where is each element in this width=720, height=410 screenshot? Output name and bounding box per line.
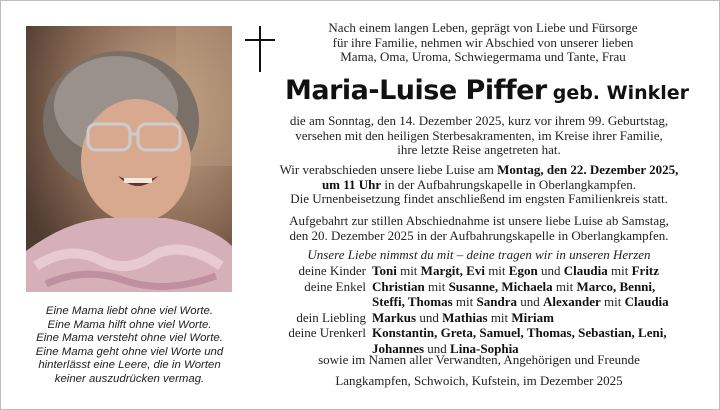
motto: Unsere Liebe nimmst du mit – deine tragen wir in unseren Herzen <box>307 247 651 262</box>
verse-line: hinterlässt eine Leere, die in Worten <box>38 359 221 371</box>
viewing-notice <box>259 214 699 243</box>
viewing-line: den 20. Dezember 2025 in der Aufbahrungskapelle in Oberlangkampfen. <box>289 227 669 243</box>
farewell-pre: Wir verabschieden unsere liebe Luise am <box>279 162 498 177</box>
family-names: Konstantin, Greta, Samuel, Thomas, Sebastian, Leni, <box>372 325 667 340</box>
intro-text <box>263 21 703 65</box>
farewell-date: Montag, den 22. Dezember 2025, <box>497 162 679 177</box>
deceased-name <box>285 75 689 106</box>
death-line: die am Sonntag, den 14. Dezember 2025, kurz vor ihrem 99. Geburtstag, <box>289 113 669 128</box>
place-date: Langkampfen, Schwoich, Kufstein, im Dezember 2025 <box>335 373 623 388</box>
farewell-time: um 11 Uhr <box>321 176 382 192</box>
verse-line: Eine Mama geht ohne viel Worte und <box>35 345 224 358</box>
family-names: Johannes und Lina-Sophia <box>372 340 519 356</box>
family-names: Steffi, Thomas mit Sandra und Alexander mit Claudia <box>372 294 669 309</box>
name-maiden: geb. Winkler <box>552 82 690 104</box>
portrait-photo-icon <box>26 26 232 292</box>
closing-line: sowie im Namen aller Verwandten, Angehörigen und Freunde <box>318 352 640 367</box>
family-names: Markus und Mathias mit Miriam <box>372 309 554 325</box>
name-main: Maria-Luise Piffer <box>285 75 547 106</box>
intro-line: Nach einem langen Leben, geprägt von Liebe und Fürsorge <box>328 20 638 35</box>
family-names: Christian mit Susanne, Michaela mit Marco, Benni, <box>372 278 656 294</box>
intro-line: für ihre Familie, nehmen wir Abschied von unserer lieben <box>332 34 634 50</box>
family-list <box>271 263 711 356</box>
death-notice <box>259 114 699 158</box>
family-row-enkel-2 <box>271 294 711 310</box>
family-row-kinder <box>271 263 711 279</box>
verse-line: keiner auszudrücken vermag. <box>54 372 205 385</box>
family-label: deine Enkel <box>304 278 366 294</box>
family-row-liebling <box>271 310 711 326</box>
family-row-enkel <box>271 279 711 295</box>
portrait-photo <box>26 26 232 292</box>
farewell-notice <box>259 163 699 207</box>
family-names: Toni mit Margit, Evi mit Egon und Claudia mit Fritz <box>372 263 660 278</box>
death-line: versehen mit den heiligen Sterbesakramenten, im Kreise ihrer Familie, <box>295 127 663 143</box>
farewell-line-2 <box>259 178 699 193</box>
verse-line: Eine Mama liebt ohne viel Worte. <box>45 305 214 317</box>
death-line: ihre letzte Reise angetreten hat. <box>397 142 561 157</box>
family-label: deine Kinder <box>298 263 366 278</box>
family-row-urenkel <box>271 325 711 341</box>
viewing-line: Aufgebahrt zur stillen Abschiednahme ist unsere liebe Luise ab Samstag, <box>289 213 669 228</box>
family-label: dein Liebling <box>296 309 366 325</box>
verse-line: Eine Mama versteht ohne viel Worte. <box>36 332 223 344</box>
farewell-line-1 <box>259 163 699 178</box>
family-label: deine Urenkerl <box>288 325 366 340</box>
verse-line: Eine Mama hilft ohne viel Worte. <box>47 318 212 331</box>
intro-line: Mama, Oma, Uroma, Schwiegermama und Tante, Frau <box>340 49 626 64</box>
urn-line: Die Urnenbeisetzung findet anschließend im engsten Familienkreis statt. <box>290 191 668 206</box>
farewell-post: in der Aufbahrungskapelle in Oberlangkampfen. <box>381 176 637 192</box>
verse <box>17 305 242 386</box>
